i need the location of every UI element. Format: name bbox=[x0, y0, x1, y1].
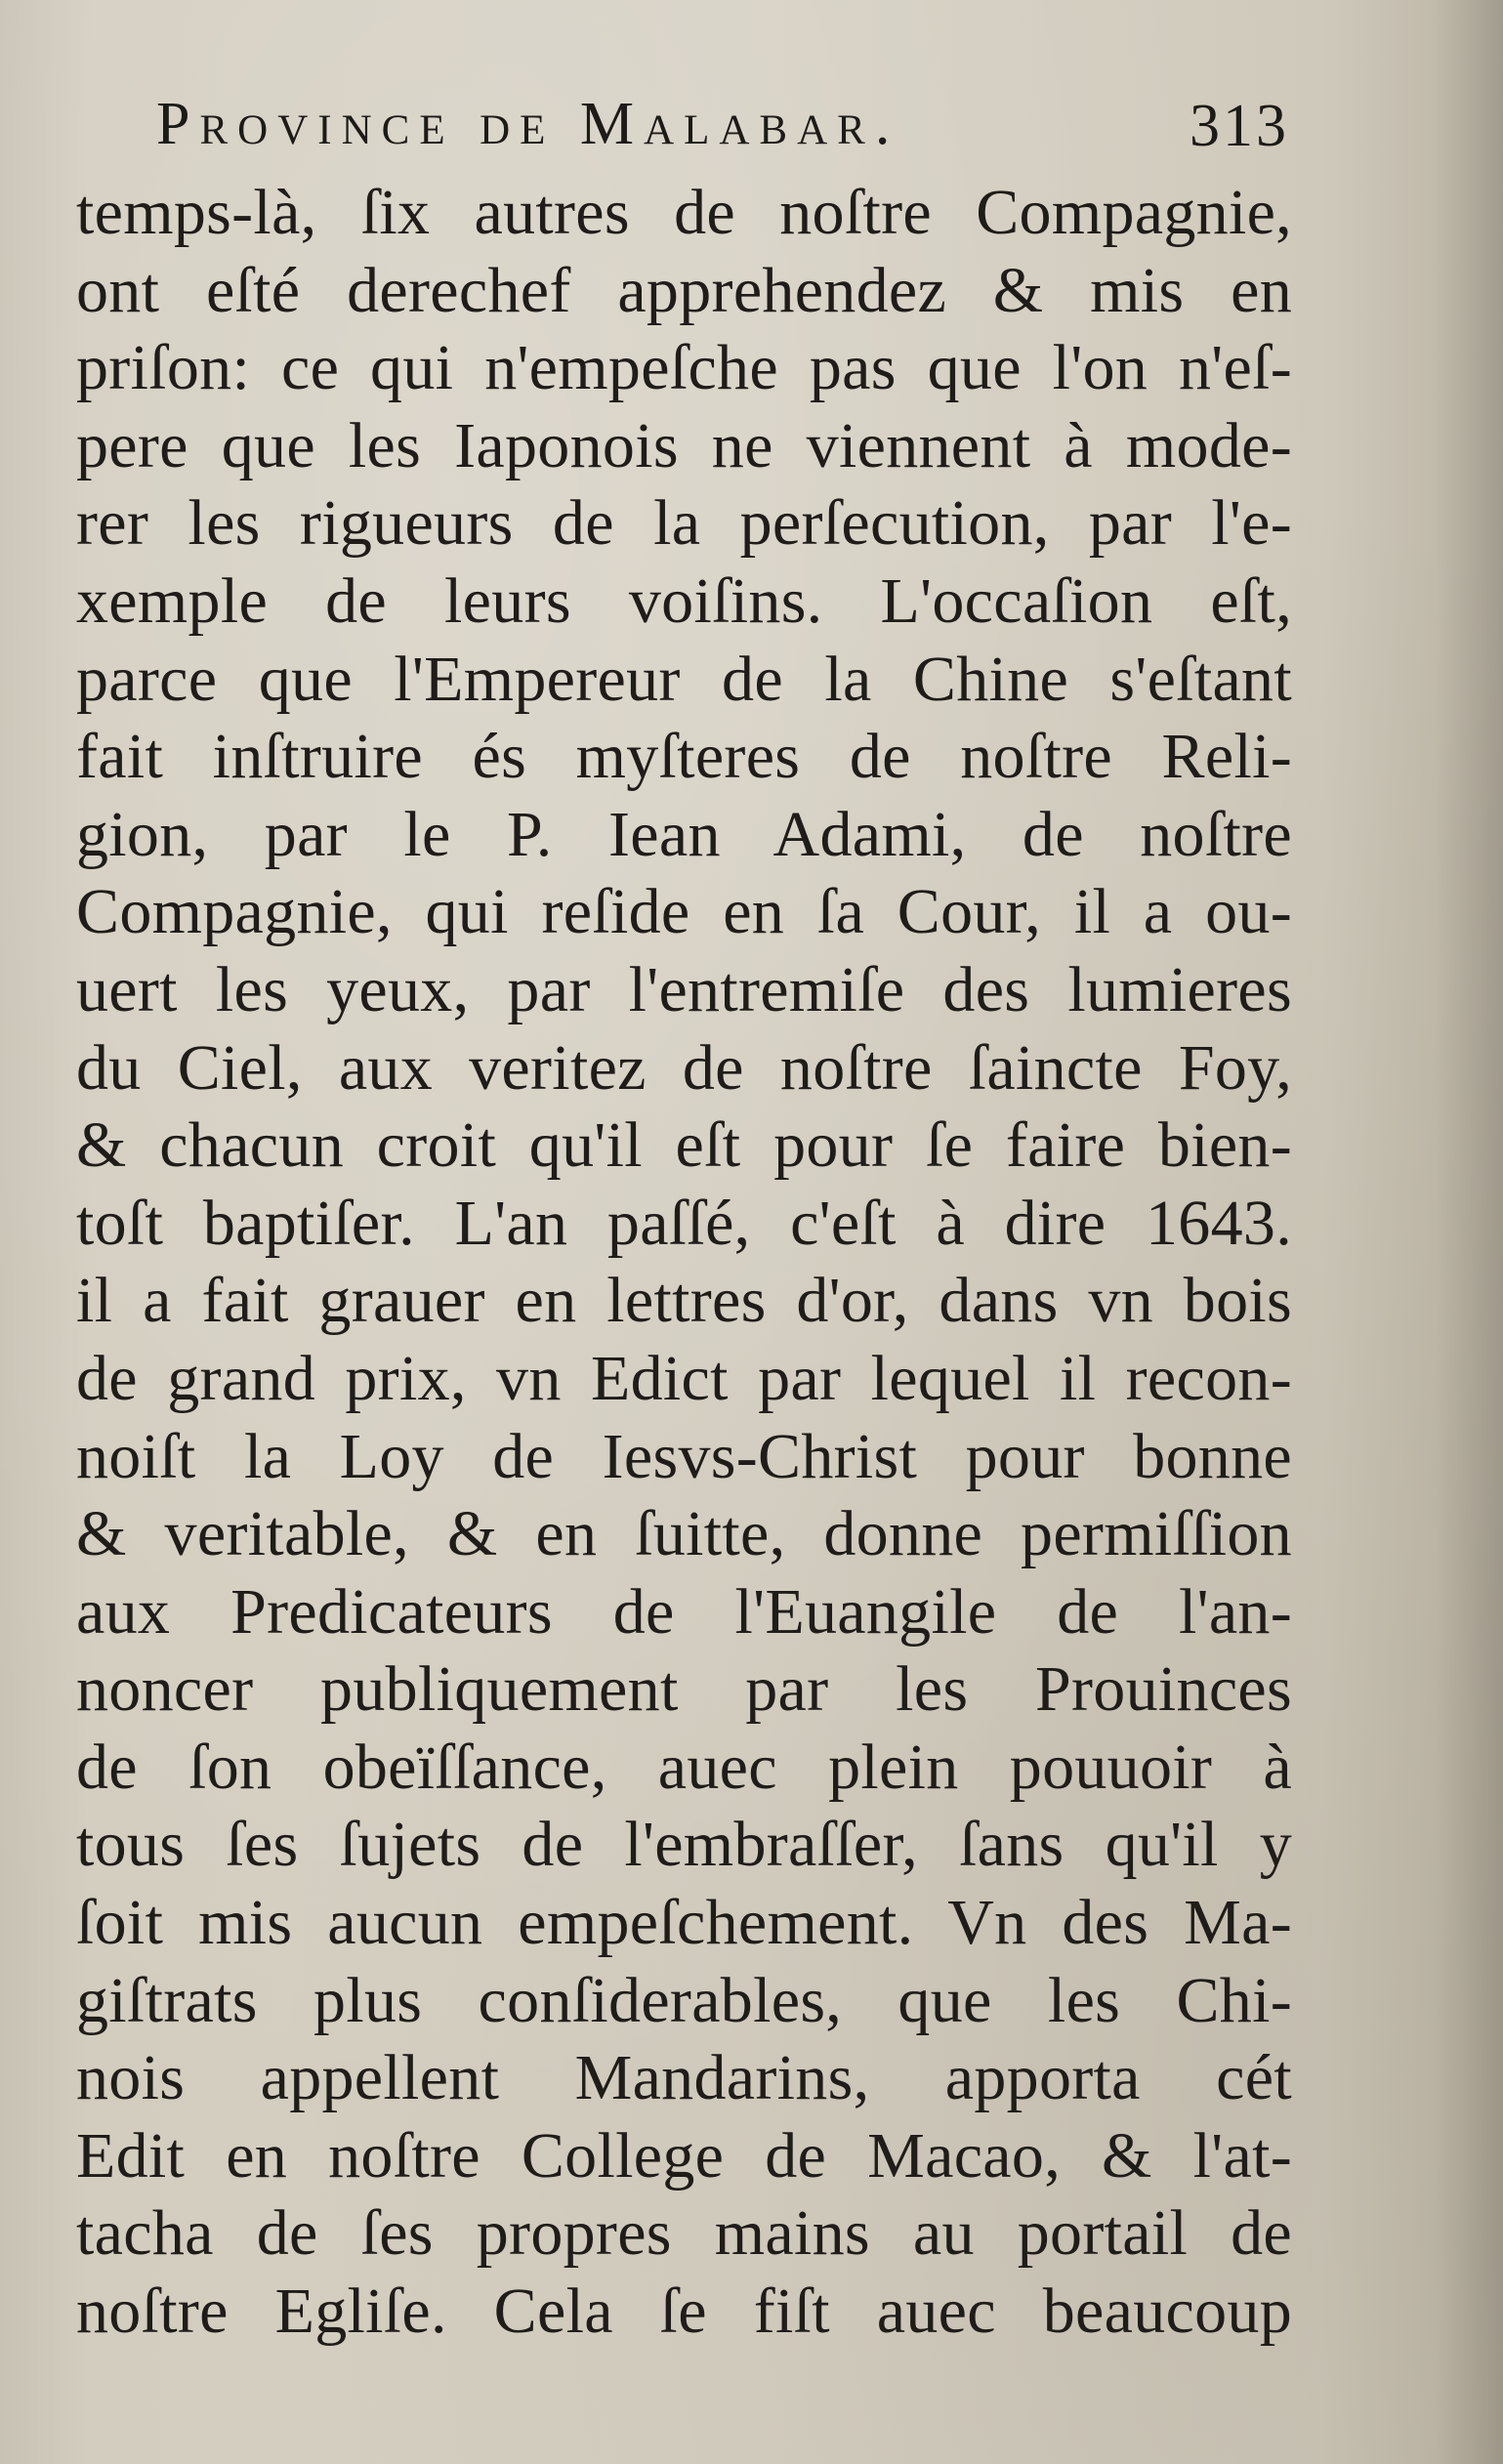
text-line: temps-là, ſix autres de noſtre Compagnie, bbox=[76, 177, 1292, 248]
text-line: ſoit mis aucun empeſchement. Vn des Ma- bbox=[76, 1887, 1292, 1959]
text-line: noiſt la Loy de Iesvs-Christ pour bonne bbox=[76, 1420, 1292, 1492]
text-line: ont eſté derechef apprehendez & mis en bbox=[76, 254, 1292, 326]
text-line: Compagnie, qui reſide en ſa Cour, il a ou- bbox=[76, 876, 1292, 948]
text-line: & chacun croit qu'il eſt pour ſe faire bien- bbox=[76, 1109, 1292, 1182]
text-line: priſon: ce qui n'empeſche pas que l'on n'eſ- bbox=[76, 332, 1292, 404]
text-line: giſtrats plus conſiderables, que les Chi- bbox=[76, 1964, 1292, 2036]
text-line: uert les yeux, par l'entremiſe des lumieres bbox=[76, 953, 1292, 1025]
text-line: nois appellent Mandarins, apporta cét bbox=[76, 2042, 1292, 2114]
text-line: tous ſes ſujets de l'embraſſer, ſans qu'il y bbox=[76, 1809, 1292, 1881]
text-line: Edit en noſtre College de Macao, & l'at- bbox=[76, 2119, 1292, 2192]
page-edge-shadow bbox=[1435, 0, 1503, 2464]
running-head bbox=[156, 90, 1289, 174]
text-line: tacha de ſes propres mains au portail de bbox=[76, 2197, 1292, 2270]
text-line: rer les rigueurs de la perſecution, par l'e- bbox=[76, 487, 1292, 560]
text-line: noncer publiquement par les Prouinces bbox=[76, 1653, 1292, 1726]
text-line: noſtre Egliſe. Cela ſe fiſt auec beaucoup bbox=[76, 2276, 1292, 2348]
text-line: il a fait grauer en lettres d'or, dans vn bois bbox=[76, 1265, 1292, 1337]
text-line: du Ciel, aux veritez de noſtre ſaincte Foy, bbox=[76, 1031, 1292, 1104]
text-line: aux Predicateurs de l'Euangile de l'an- bbox=[76, 1575, 1292, 1648]
text-line: gion, par le P. Iean Adami, de noſtre bbox=[76, 798, 1292, 870]
text-line: xemple de leurs voiſins. L'occaſion eſt, bbox=[76, 564, 1292, 637]
text-line: de grand prix, vn Edict par lequel il recon- bbox=[76, 1342, 1292, 1414]
text-line: & veritable, & en ſuitte, donne permiſſion bbox=[76, 1498, 1292, 1570]
text-line: fait inſtruire és myſteres de noſtre Reli- bbox=[76, 721, 1292, 793]
text-line: pere que les Iaponois ne viennent à mode- bbox=[76, 409, 1292, 481]
text-line: parce que l'Empereur de la Chine s'eſtant bbox=[76, 643, 1292, 715]
running-title: Province de Malabar. bbox=[156, 91, 900, 157]
text-line: toſt baptiſer. L'an paſſé, c'eſt à dire 1643. bbox=[76, 1187, 1292, 1259]
page-number: 313 bbox=[1190, 93, 1289, 159]
body-text bbox=[76, 174, 1292, 2351]
text-line: de ſon obeïſſance, auec plein pouuoir à bbox=[76, 1731, 1292, 1803]
